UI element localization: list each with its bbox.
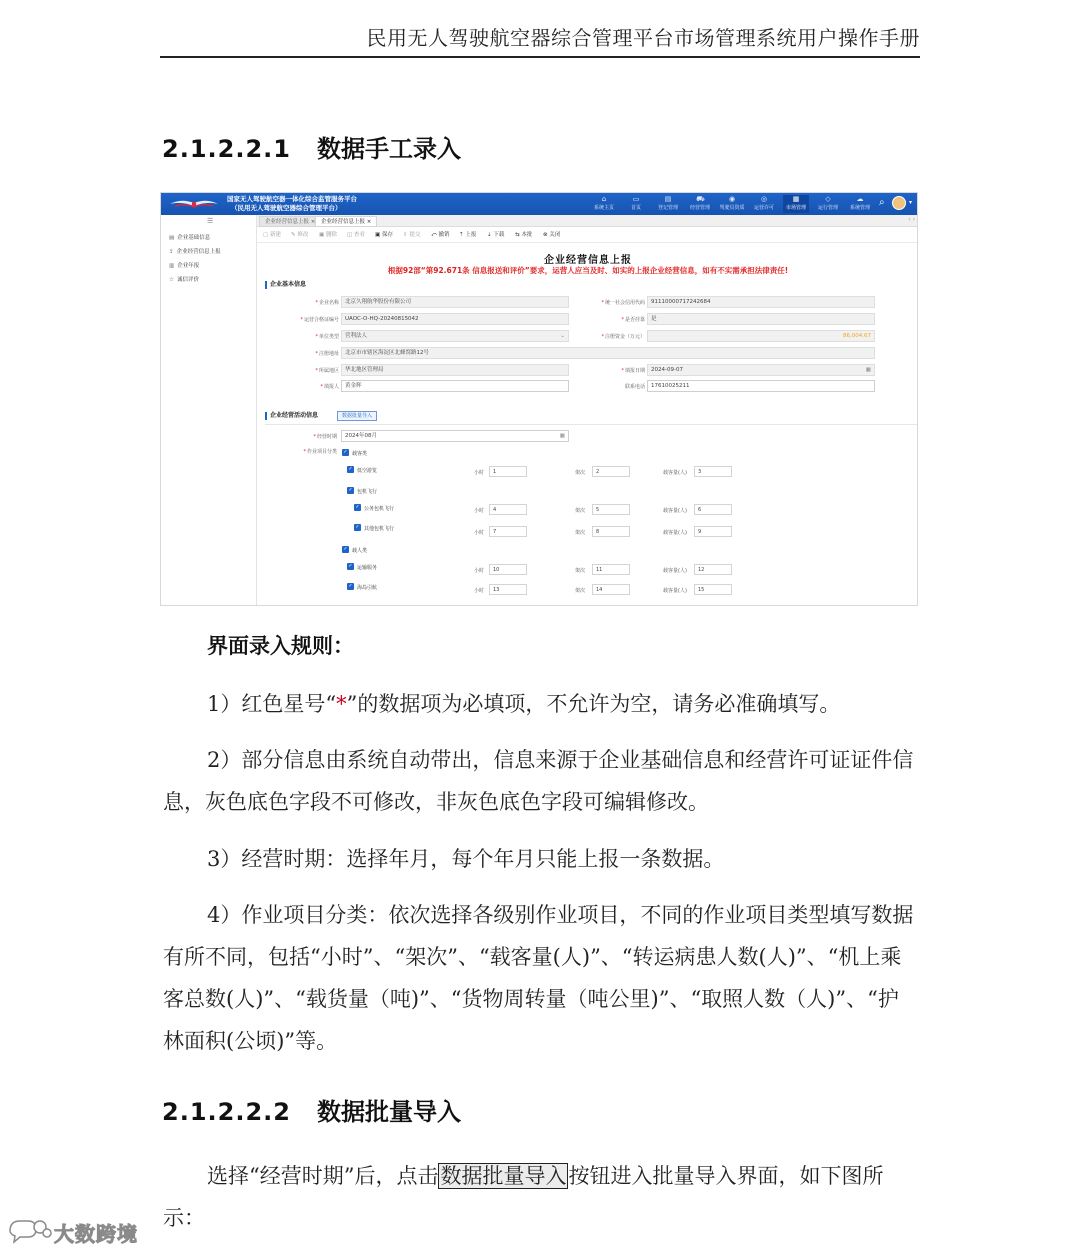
monitor-icon: ▭ — [632, 195, 640, 203]
passengers-label: 载客量(人) — [663, 568, 687, 574]
tool-label: 查看 — [353, 232, 365, 238]
unit-type-label: * 单位类型 — [279, 333, 339, 340]
nav-label: 系统主页 — [593, 205, 614, 211]
hours-input[interactable]: 4 — [489, 504, 527, 515]
nav-operation[interactable] — [815, 195, 841, 213]
phone-label: 联系电话 — [624, 384, 645, 390]
section-number: 2.1.2.2.1 — [162, 135, 291, 163]
register-icon: ▤ — [664, 195, 672, 203]
sorties-input[interactable]: 8 — [592, 526, 630, 537]
close-icon[interactable]: × — [310, 219, 316, 225]
rules-title: 界面录入规则： — [207, 634, 354, 658]
nav-label: 市场管理 — [785, 205, 806, 211]
chevron-down-icon[interactable]: ▾ — [909, 199, 913, 206]
upload-icon: ⇪ — [169, 249, 174, 255]
cart-icon: ⛟ — [695, 195, 705, 203]
section-number: 2.1.2.2.2 — [162, 1098, 291, 1126]
tool-revoke[interactable]: ⤺ 撤销 — [431, 232, 450, 238]
activity-info-group: 企业经营活动信息 — [265, 412, 318, 420]
close-icon[interactable]: × — [366, 219, 372, 225]
nav-label: 运营许可 — [753, 205, 774, 211]
item-label: 低空游览 — [357, 468, 378, 474]
item-label: 载客类 — [352, 451, 368, 457]
capital-value: 86,004.67 — [843, 333, 871, 339]
passengers-input[interactable]: 3 — [694, 466, 732, 477]
avatar[interactable] — [892, 196, 906, 210]
tool-submit[interactable]: ⇧ 提交 — [403, 232, 421, 238]
hours-label: 小时 — [474, 508, 485, 514]
tool-label: 修改 — [297, 232, 309, 238]
sorties-input[interactable]: 2 — [592, 466, 630, 477]
nav-label: 系统管理 — [849, 205, 870, 211]
shield-icon: ◇ — [825, 195, 831, 203]
pilot-icon: ◉ — [728, 195, 736, 203]
running-header-text: 民用无人驾驶航空器综合管理平台市场管理系统用户操作手册 — [366, 26, 920, 50]
hours-input[interactable]: 10 — [489, 564, 527, 575]
embedded-screenshot — [160, 192, 918, 606]
toolbar — [257, 227, 918, 243]
period-picker[interactable] — [341, 430, 569, 442]
sidebar — [161, 215, 257, 606]
sorties-input[interactable]: 14 — [592, 584, 630, 595]
license-icon: ◎ — [760, 195, 768, 203]
hours-label: 小时 — [474, 568, 485, 574]
menu-toggle-icon[interactable]: ☰ — [207, 217, 214, 225]
system-title-line1: 国家无人驾驶航空器一体化综合监管服务平台 — [227, 195, 357, 203]
nav-label: 运行管理 — [817, 205, 838, 211]
tool-save[interactable]: ▣ 保存 — [375, 232, 393, 238]
listed-label: * 是否挂靠 — [585, 316, 645, 323]
nav-business[interactable] — [687, 195, 713, 213]
rule-1-prefix: 1）红色星号“ — [207, 692, 337, 716]
checkbox-manned[interactable]: ✓ — [343, 546, 348, 552]
legal-warning: 根据92部“第92.671条 信息报送和评价”要求，运营人应当及时、如实的上报企业经营信息，如有不实需承担法律责任! — [387, 266, 789, 275]
para-after: 按钮进入批量导入界面，如下图所示： — [163, 1164, 884, 1230]
checkbox-other-charter[interactable]: ✓ — [355, 524, 360, 530]
tool-label: 保存 — [381, 232, 393, 238]
hours-input[interactable]: 7 — [489, 526, 527, 537]
company-name-field: 北京久翔航华股份有限公司 — [341, 296, 569, 308]
item-label: 海岛引航 — [357, 585, 378, 591]
passengers-input[interactable]: 12 — [694, 564, 732, 575]
sidebar-item-credit[interactable] — [169, 275, 199, 283]
tool-close[interactable]: ⊗ 关闭 — [543, 232, 561, 238]
rule-2: 2）部分信息由系统自动带出，信息来源于企业基础信息和经营许可证证件信息，灰色底色字段不可修改，非灰色底色字段可编辑修改。 — [163, 748, 914, 814]
sorties-label: 架次 — [575, 568, 586, 574]
star-icon: ☆ — [169, 277, 174, 283]
checkbox-passenger[interactable]: ✓ — [343, 449, 348, 455]
section-title: 数据手工录入 — [317, 135, 461, 163]
sorties-input[interactable]: 11 — [592, 564, 630, 575]
cloud-icon: ☁ — [856, 195, 864, 203]
nav-label: 经营管理 — [689, 205, 710, 211]
tool-edit[interactable]: ✎ 修改 — [291, 232, 309, 238]
sorties-label: 架次 — [575, 508, 586, 514]
passengers-input[interactable]: 15 — [694, 584, 732, 595]
checkbox-charter[interactable]: ✓ — [348, 487, 353, 493]
nav-system[interactable] — [847, 195, 873, 213]
credit-code-label: * 统一社会信用代码 — [585, 299, 645, 306]
watermark-text: 大数跨境 — [54, 1222, 138, 1246]
rule-1-suffix: ”的数据项为必填项，不允许为空，请务必准确填写。 — [346, 692, 841, 716]
item-label: 运输服务 — [357, 565, 378, 571]
tool-delete[interactable]: ▣ 删除 — [319, 232, 337, 238]
sidebar-item-label: 企业基础信息 — [177, 235, 211, 241]
nav-label: 登记管理 — [657, 205, 678, 211]
item-label: 包机飞行 — [357, 489, 378, 495]
watermark-logo-icon — [6, 1217, 52, 1245]
tool-label: 提交 — [409, 232, 421, 238]
home-icon: ⌂ — [601, 195, 607, 203]
fill-date-value: 2024-09-07 — [651, 367, 683, 373]
license-no-label: * 运营合格证编号 — [279, 316, 339, 323]
hours-label: 小时 — [474, 530, 485, 536]
contact-input[interactable]: 黄金辉 — [341, 380, 569, 392]
calendar-icon: ▦ — [865, 367, 871, 373]
rule-3: 3）经营时期：选择年月，每个年月只能上报一条数据。 — [207, 847, 725, 871]
item-label: 其他包机飞行 — [364, 526, 395, 532]
unit-type-value: 营利法人 — [345, 333, 368, 339]
search-icon[interactable]: ⌕ — [879, 197, 885, 208]
section-title: 数据批量导入 — [317, 1098, 461, 1126]
tool-batch[interactable]: ⇆ 本批 — [515, 232, 533, 238]
nav-home[interactable] — [623, 195, 649, 213]
hours-label: 小时 — [474, 588, 485, 594]
tab-strip — [257, 215, 918, 227]
hours-input[interactable]: 13 — [489, 584, 527, 595]
tab-scroll-icon[interactable]: ‹ › — [908, 216, 915, 223]
sidebar-item-label: 企业经营信息上报 — [176, 249, 221, 255]
capital-label: * 注册资金（万元） — [585, 333, 645, 340]
passengers-label: 载客量(人) — [663, 588, 687, 594]
sorties-label: 架次 — [575, 588, 586, 594]
calendar-icon: ▥ — [169, 263, 175, 269]
system-title-line2: （民用无人驾驶航空器综合管理平台） — [231, 203, 342, 212]
region-field: 华北地区管理局 — [341, 364, 569, 376]
running-header — [160, 18, 920, 58]
passengers-label: 载客量(人) — [663, 508, 687, 514]
batch-import-button[interactable]: 数据批量导入 — [337, 411, 377, 421]
sidebar-item-label: 企业年报 — [177, 263, 200, 269]
company-name-label: * 企业名称 — [279, 299, 339, 306]
sidebar-item-report[interactable] — [169, 247, 221, 255]
capital-field — [647, 330, 875, 342]
unit-type-select — [341, 330, 569, 342]
passengers-input[interactable]: 6 — [694, 504, 732, 515]
tool-view[interactable]: ◫ 查看 — [347, 232, 365, 238]
section-heading-manual-entry — [162, 129, 461, 164]
tool-label: 撤销 — [438, 232, 450, 238]
item-label: 载人类 — [352, 548, 368, 554]
sorties-label: 架次 — [575, 530, 586, 536]
logo-icon — [169, 197, 219, 211]
tool-label: 新建 — [269, 232, 281, 238]
item-label: 公务包机飞行 — [364, 506, 395, 512]
tab-label: 企业经营信息上报 — [321, 219, 366, 225]
tab-label: 企业经营信息上报 — [265, 219, 310, 225]
app-topbar — [161, 193, 918, 215]
tool-new[interactable]: ▢ 新建 — [263, 232, 281, 238]
fill-date-label: * 填报日期 — [585, 367, 645, 374]
section-heading-batch-import — [162, 1092, 461, 1127]
sorties-label: 架次 — [575, 470, 586, 476]
para-before: 选择“经营时期”后，点击 — [207, 1164, 439, 1188]
category-label: * 作业项目分类 — [277, 448, 337, 455]
doc-icon: ▤ — [169, 235, 175, 241]
sidebar-item-label: 诚信评价 — [176, 277, 199, 283]
batch-import-button-ref: 数据批量导入 — [440, 1164, 567, 1188]
batch-import-paragraph — [163, 1155, 918, 1239]
divider — [265, 424, 917, 425]
tool-label: 关闭 — [549, 232, 561, 238]
tab-report-2[interactable] — [315, 216, 377, 227]
passengers-input[interactable]: 9 — [694, 526, 732, 537]
passengers-label: 载客量(人) — [663, 470, 687, 476]
rule-1 — [163, 683, 918, 725]
address-field: 北京市市辖区海淀区北蜂窝路12号 — [341, 347, 875, 359]
sorties-input[interactable]: 5 — [592, 504, 630, 515]
listed-field: 是 — [647, 313, 875, 325]
nav-license[interactable] — [751, 195, 777, 213]
contact-label: * 填报人 — [279, 383, 339, 390]
tool-label: 下载 — [493, 232, 505, 238]
calendar-icon: ▦ — [559, 433, 565, 439]
period-value: 2024年08月 — [345, 433, 377, 439]
nav-registration[interactable] — [655, 195, 681, 213]
nav-system-home[interactable] — [591, 195, 617, 213]
nav-label: 首页 — [630, 205, 641, 211]
rule-4: 4）作业项目分类：依次选择各级别作业项目，不同的作业项目类型填写数据有所不同，包括“小时”、“架次”、“载客量(人)”、“转运病患人数(人)”、“机上乘客总数(人)”、“载货量（吨)”、“货物周转量（吨公里)”、“取照人数（人)”、“护林面积(公顷)”等。 — [163, 903, 914, 1053]
form-title: 企业经营信息上报 — [544, 255, 632, 266]
checkbox-island[interactable]: ✓ — [348, 583, 353, 589]
tool-label: 删除 — [325, 232, 337, 238]
system-title — [227, 195, 357, 212]
sidebar-item-annual[interactable] — [169, 261, 199, 269]
address-label: * 注册地址 — [279, 350, 339, 357]
tool-download[interactable]: ⇣ 下载 — [487, 232, 505, 238]
region-label: * 所属地区 — [279, 367, 339, 374]
fill-date-field — [647, 364, 875, 376]
hours-label: 小时 — [474, 470, 485, 476]
watermark — [6, 1215, 146, 1247]
required-star: * — [336, 692, 347, 716]
tab-report-1[interactable] — [259, 216, 321, 227]
nav-label: 驾驶员资质 — [719, 205, 745, 211]
chevron-down-icon: ⌄ — [560, 333, 565, 339]
checkbox-business-charter[interactable]: ✓ — [355, 504, 360, 510]
checkbox-sightseeing[interactable]: ✓ — [348, 466, 353, 472]
market-icon: ▦ — [792, 195, 800, 203]
tool-label: 上报 — [465, 232, 477, 238]
passengers-label: 载客量(人) — [663, 530, 687, 536]
tool-label: 本批 — [521, 232, 533, 238]
license-no-field: UAOC-O-HQ-20240815042 — [341, 313, 569, 325]
checkbox-transport[interactable]: ✓ — [348, 563, 353, 569]
sidebar-item-basic-info[interactable] — [169, 233, 210, 241]
credit-code-field: 91110000717242684 — [647, 296, 875, 308]
nav-market[interactable] — [783, 195, 809, 213]
nav-pilot[interactable] — [719, 195, 745, 213]
tool-report[interactable]: ⇡ 上报 — [459, 232, 477, 238]
hours-input[interactable]: 1 — [489, 466, 527, 477]
basic-info-group: 企业基本信息 — [265, 281, 306, 289]
phone-input[interactable]: 17610025211 — [647, 380, 875, 392]
period-label: * 经营时期 — [277, 433, 337, 440]
